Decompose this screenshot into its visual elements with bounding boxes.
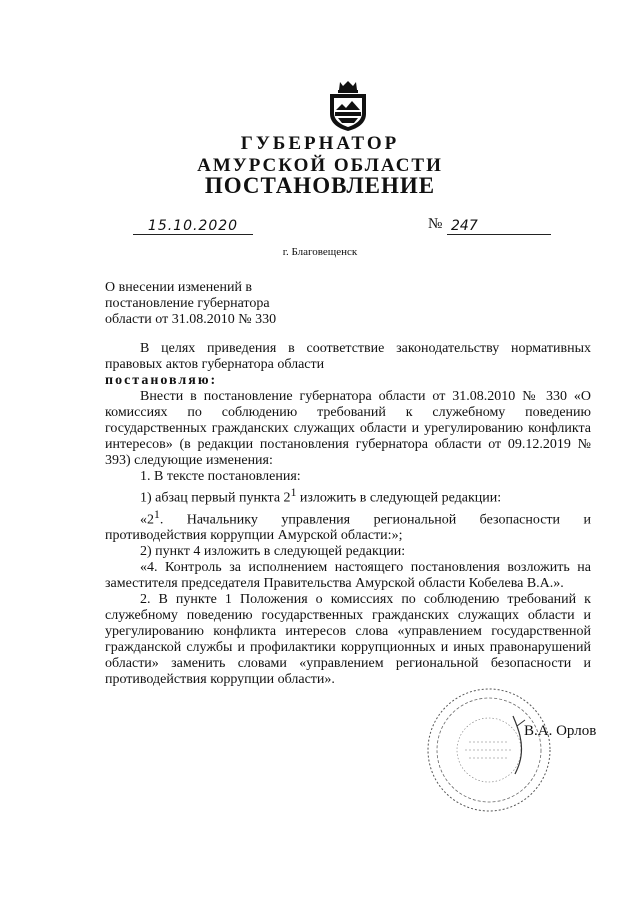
decree-body	[105, 341, 591, 688]
signer-name: В.А. Орлов	[524, 723, 597, 739]
subject-line: О внесении изменений в	[105, 280, 253, 295]
decree-number: 247	[447, 218, 551, 235]
coat-of-arms-emblem	[326, 80, 370, 132]
text-run: . Начальнику управления региональной безопасности и противодействия коррупции Амурской области:»;	[105, 512, 591, 544]
paragraph-quote-2-1	[105, 507, 591, 545]
text-run: 1) абзац первый пункта 2	[140, 490, 291, 506]
paragraph-item-1: 1. В тексте постановления:	[140, 469, 301, 484]
decree-subject	[105, 280, 276, 328]
header-decree-title: ПОСТАНОВЛЕНИЕ	[204, 173, 436, 198]
subject-line: постановление губернатора	[105, 296, 270, 311]
decree-date: 15.10.2020	[133, 218, 253, 235]
text-run: «2	[140, 512, 154, 528]
subject-line: области от 31.08.2010 № 330	[105, 312, 277, 327]
superscript: 1	[290, 486, 297, 499]
superscript: 1	[154, 507, 160, 521]
resolve-word: постановляю:	[105, 373, 218, 388]
city: г. Благовещенск	[282, 246, 358, 258]
official-stamp	[425, 686, 553, 814]
paragraph-sub-2: 2) пункт 4 изложить в следующей редакции:	[140, 544, 406, 560]
preamble-paragraph: В целях приведения в соответствие законодательству нормативных правовых актов губернатора области	[105, 341, 591, 372]
paragraph-quote-4: «4. Контроль за исполнением настоящего постановления возложить на заместителя председателя Правительства Амурской области Кобелева В.А.».	[105, 560, 591, 592]
text-run: изложить в следующей редакции:	[296, 490, 502, 506]
number-label: №	[428, 216, 443, 232]
header-region: АМУРСКОЙ ОБЛАСТИ	[197, 155, 443, 176]
paragraph-amendments: Внести в постановление губернатора области от 31.08.2010 № 330 «О комиссиях по соблюдению требований к служебному поведению государственных гражданских служащих области и урегулированию конфликта интересов» (в редакции постановления губернатора области от 09.12.2019 № 393) следующие изменения:	[105, 389, 591, 468]
header-governor: ГУБЕРНАТОР	[240, 133, 400, 154]
paragraph-item-2: 2. В пункте 1 Положения о комиссиях по соблюдению требований к служебному поведению государственных гражданских служащих области и урегулированию конфликта интересов слова «управлением государственной гражданской службы и профилактики коррупционных и иных правонарушений области» заменить словами «управлением региональной безопасности и противодействия коррупции области».	[105, 592, 591, 688]
paragraph-sub-1	[105, 485, 591, 507]
